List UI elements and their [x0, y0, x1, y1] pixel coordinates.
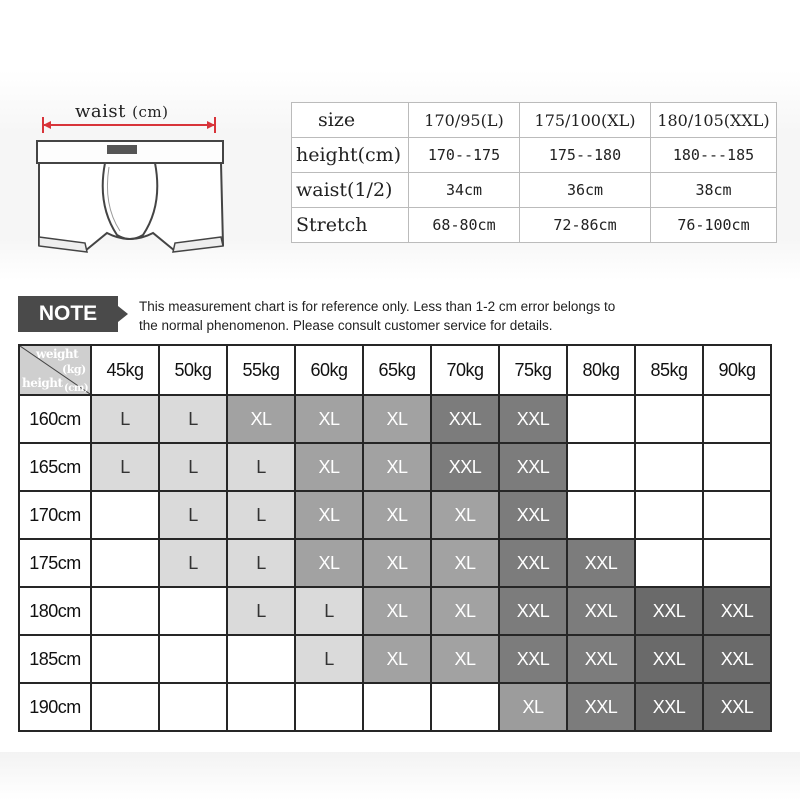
size-cell: XL [295, 539, 363, 587]
size-cell: L [91, 395, 159, 443]
waist-value: 36cm [520, 173, 651, 208]
size-column-L: 170/95(L) [409, 103, 520, 138]
size-header-row [292, 103, 777, 138]
size-cell: L [295, 635, 363, 683]
size-cell: XXL [635, 587, 703, 635]
height-label: 185cm [19, 635, 91, 683]
weight-header-70kg: 70kg [431, 345, 499, 395]
size-cell: XXL [567, 635, 635, 683]
note-line-1: This measurement chart is for reference only. Less than 1-2 cm error belongs to [139, 299, 616, 314]
size-cell: XL [363, 539, 431, 587]
size-cell [635, 491, 703, 539]
size-cell [295, 683, 363, 731]
height-label: 170cm [19, 491, 91, 539]
size-cell [363, 683, 431, 731]
size-cell: L [159, 443, 227, 491]
height-row-185cm [19, 635, 771, 683]
height-row [292, 138, 777, 173]
bottom-background [0, 752, 800, 800]
size-cell [635, 443, 703, 491]
size-cell: XXL [703, 683, 771, 731]
size-cell [91, 539, 159, 587]
weight-header-90kg: 90kg [703, 345, 771, 395]
stretch-row [292, 208, 777, 243]
stretch-value: 72-86cm [520, 208, 651, 243]
corner-weight-label: weight [36, 347, 79, 361]
size-cell: L [159, 395, 227, 443]
size-cell [635, 395, 703, 443]
weight-header-75kg: 75kg [499, 345, 567, 395]
size-cell: XL [363, 491, 431, 539]
note-text [139, 297, 759, 335]
note-badge: NOTE [18, 296, 118, 332]
size-header-label: size [292, 103, 409, 138]
size-cell: XXL [567, 683, 635, 731]
size-cell: XL [431, 491, 499, 539]
size-cell: XXL [567, 587, 635, 635]
grid-corner [19, 345, 91, 395]
size-cell [567, 443, 635, 491]
size-cell: XXL [635, 683, 703, 731]
size-cell: L [91, 443, 159, 491]
size-cell [91, 491, 159, 539]
size-cell [227, 683, 295, 731]
size-cell [91, 683, 159, 731]
note-line-2: the normal phenomenon. Please consult customer service for details. [139, 318, 553, 333]
size-cell [159, 587, 227, 635]
size-column-XXL: 180/105(XXL) [651, 103, 777, 138]
size-cell [703, 491, 771, 539]
stretch-value: 68-80cm [409, 208, 520, 243]
size-cell: XL [295, 491, 363, 539]
size-cell: XL [295, 443, 363, 491]
size-cell: XXL [499, 539, 567, 587]
size-cell: XL [431, 587, 499, 635]
size-cell [431, 683, 499, 731]
size-cell: XXL [635, 635, 703, 683]
waist-row [292, 173, 777, 208]
size-cell: XL [363, 587, 431, 635]
height-value: 170--175 [409, 138, 520, 173]
weight-header-65kg: 65kg [363, 345, 431, 395]
size-cell: XL [363, 635, 431, 683]
height-label: 165cm [19, 443, 91, 491]
size-cell: XXL [499, 587, 567, 635]
waist-row-label: waist(1/2) [292, 173, 409, 208]
size-cell: XXL [499, 491, 567, 539]
size-cell [159, 683, 227, 731]
weight-header-80kg: 80kg [567, 345, 635, 395]
weight-header-row [19, 345, 771, 395]
size-cell [703, 539, 771, 587]
stretch-row-label: Stretch [292, 208, 409, 243]
corner-height-label: height [22, 376, 63, 390]
weight-header-60kg: 60kg [295, 345, 363, 395]
height-label: 175cm [19, 539, 91, 587]
waist-label: waist (cm) [75, 101, 169, 122]
height-label: 180cm [19, 587, 91, 635]
size-cell [567, 491, 635, 539]
size-cell: L [227, 587, 295, 635]
size-cell [227, 635, 295, 683]
size-cell: XXL [499, 635, 567, 683]
size-cell: L [159, 491, 227, 539]
size-cell [567, 395, 635, 443]
size-cell: XXL [703, 587, 771, 635]
size-cell: XL [499, 683, 567, 731]
stretch-value: 76-100cm [651, 208, 777, 243]
size-cell [91, 635, 159, 683]
height-row-label: height(cm) [292, 138, 409, 173]
size-cell: XXL [499, 443, 567, 491]
size-cell: L [159, 539, 227, 587]
height-row-170cm [19, 491, 771, 539]
height-row-175cm [19, 539, 771, 587]
size-specification-table [291, 102, 777, 243]
size-cell: XXL [567, 539, 635, 587]
size-cell [635, 539, 703, 587]
size-cell [159, 635, 227, 683]
size-cell [703, 443, 771, 491]
note-arrow [118, 306, 128, 322]
size-cell: XL [363, 443, 431, 491]
size-cell: XXL [431, 443, 499, 491]
waist-value: 38cm [651, 173, 777, 208]
size-cell: XL [227, 395, 295, 443]
size-cell: L [227, 443, 295, 491]
weight-header-85kg: 85kg [635, 345, 703, 395]
weight-header-45kg: 45kg [91, 345, 159, 395]
height-row-165cm [19, 443, 771, 491]
weight-header-50kg: 50kg [159, 345, 227, 395]
height-label: 190cm [19, 683, 91, 731]
height-row-180cm [19, 587, 771, 635]
size-cell: XXL [499, 395, 567, 443]
size-cell: XXL [431, 395, 499, 443]
size-cell: XL [363, 395, 431, 443]
size-cell [703, 395, 771, 443]
size-cell [91, 587, 159, 635]
size-cell: XL [431, 539, 499, 587]
height-row-160cm [19, 395, 771, 443]
height-label: 160cm [19, 395, 91, 443]
corner-kg-label: (kg) [62, 363, 86, 376]
size-cell: XL [295, 395, 363, 443]
size-cell: L [227, 539, 295, 587]
size-cell: XL [431, 635, 499, 683]
size-cell: L [295, 587, 363, 635]
size-cell: XXL [703, 635, 771, 683]
weight-header-55kg: 55kg [227, 345, 295, 395]
height-value: 180---185 [651, 138, 777, 173]
waist-value: 34cm [409, 173, 520, 208]
size-cell: L [227, 491, 295, 539]
height-row-190cm [19, 683, 771, 731]
corner-cm-label: (cm) [64, 383, 89, 394]
boxer-brief-illustration [25, 95, 240, 285]
height-value: 175--180 [520, 138, 651, 173]
size-column-XL: 175/100(XL) [520, 103, 651, 138]
size-recommendation-grid [18, 344, 772, 732]
